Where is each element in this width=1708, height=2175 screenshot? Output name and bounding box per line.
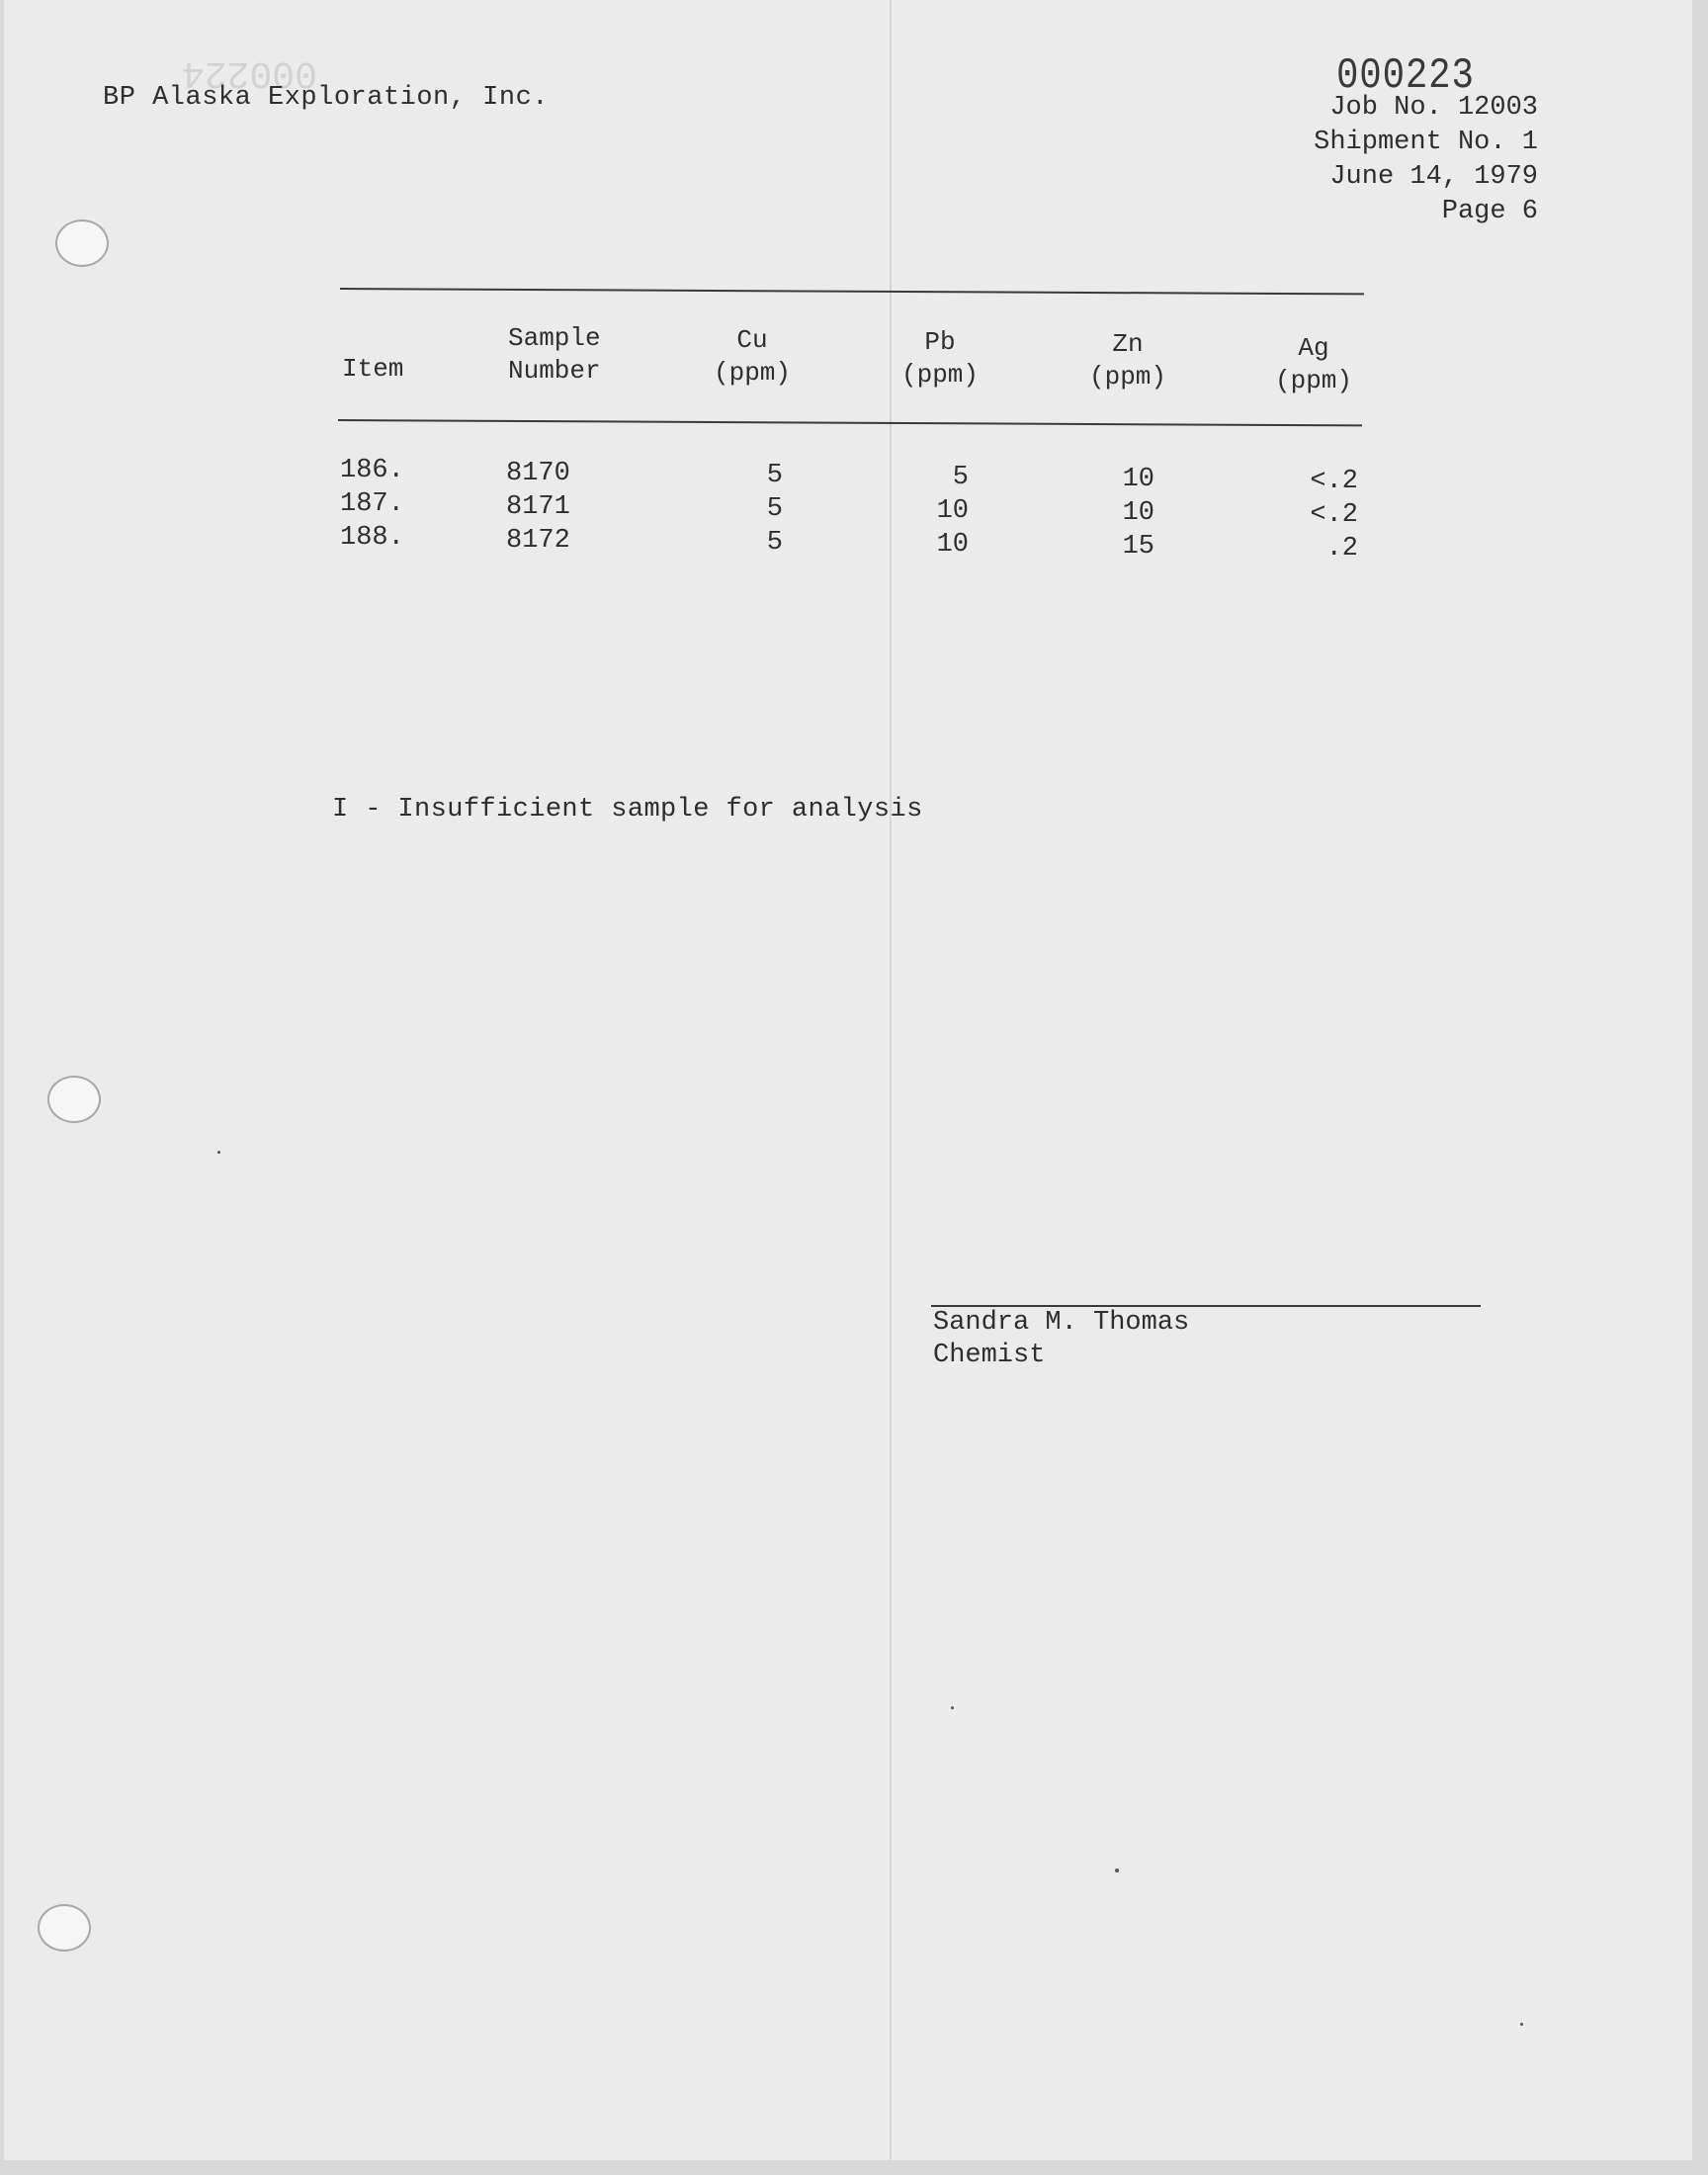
table-top-rule	[340, 288, 1364, 295]
table-row-1-ag: <.2	[1310, 467, 1358, 496]
header-item: Item	[342, 354, 404, 384]
header-cu: Cu (ppm)	[714, 325, 792, 388]
page-fold-line	[890, 0, 892, 2160]
header-pb: Pb (ppm)	[901, 327, 980, 390]
faint-stamp-number: 000224	[182, 51, 317, 94]
shipment-number: Shipment No. 1	[1314, 128, 1538, 157]
document-page	[4, 0, 1692, 2160]
table-row-3-item: 188.	[340, 523, 404, 553]
table-row-3-ag: .2	[1325, 534, 1358, 564]
company-name: BP Alaska Exploration, Inc.	[103, 83, 549, 113]
table-header-rule	[338, 419, 1362, 426]
document-meta	[1314, 91, 1538, 229]
table-row-2-cu: 5	[766, 494, 783, 524]
table-row-1-sample: 8170	[506, 459, 570, 488]
table-row-2-ag: <.2	[1310, 500, 1358, 530]
table-row-2-pb: 10	[936, 496, 969, 526]
footnote: I - Insufficient sample for analysis	[332, 795, 923, 825]
paper-speck	[1115, 1869, 1119, 1872]
stamp-number: 000223	[1336, 51, 1475, 101]
table-row-3-zn: 15	[1122, 532, 1154, 562]
table-row-3-sample: 8172	[506, 526, 570, 556]
table-row-3-pb: 10	[936, 530, 969, 560]
table-row-1-zn: 10	[1122, 465, 1154, 494]
page-number: Page 6	[1441, 197, 1538, 226]
paper-speck	[217, 1151, 220, 1154]
job-number: Job No. 12003	[1329, 93, 1538, 123]
signer-name: Sandra M. Thomas	[933, 1308, 1190, 1338]
punch-hole-top	[55, 219, 109, 267]
table-row-1-pb: 5	[952, 463, 969, 492]
table-row-2-item: 187.	[340, 489, 404, 519]
table-row-1-item: 186.	[340, 456, 404, 485]
table-row-1-cu: 5	[766, 461, 783, 490]
header-ag: Ag (ppm)	[1275, 333, 1353, 395]
table-row-2-sample: 8171	[506, 492, 570, 522]
punch-hole-middle	[47, 1076, 101, 1123]
header-sample-number: Sample Number	[508, 323, 601, 386]
header-zn: Zn (ppm)	[1089, 329, 1167, 392]
paper-speck	[951, 1706, 954, 1709]
table-row-2-zn: 10	[1122, 498, 1154, 528]
punch-hole-bottom	[38, 1904, 91, 1952]
signer-title: Chemist	[933, 1341, 1046, 1370]
report-date: June 14, 1979	[1329, 162, 1538, 192]
table-row-3-cu: 5	[766, 528, 783, 558]
paper-speck	[1520, 2023, 1523, 2026]
signature-block	[933, 1307, 1189, 1372]
